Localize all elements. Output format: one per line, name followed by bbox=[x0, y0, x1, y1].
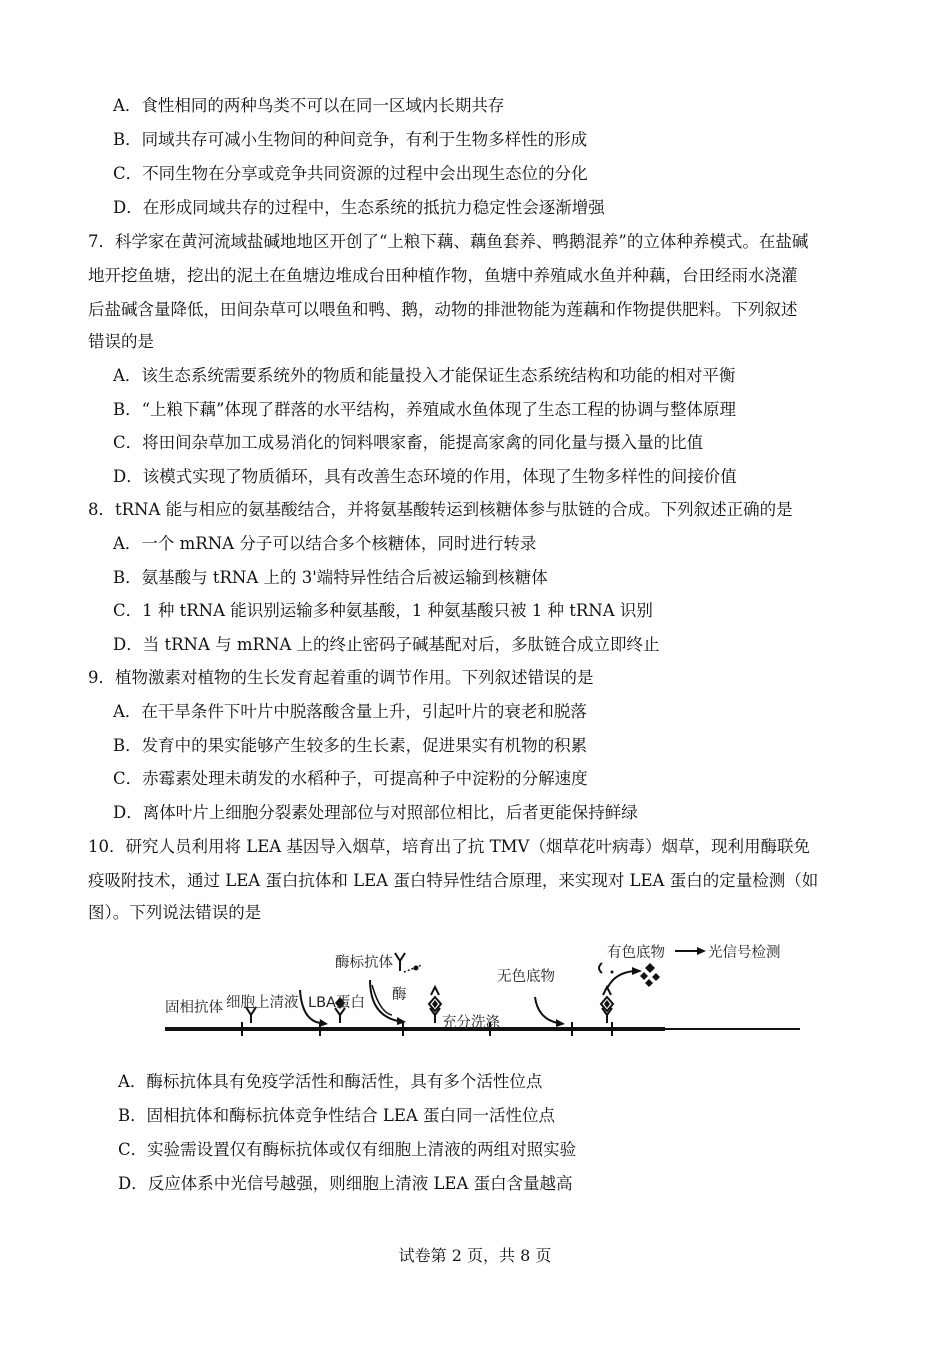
q7-stem-line-3: 后盐碱含量降低，田间杂草可以喂鱼和鸭、鹅，动物的排泄物能为莲藕和作物提供肥料。下列叙述 bbox=[88, 300, 798, 319]
enzyme-dot-icon bbox=[414, 966, 419, 971]
label-cell-supernatant: 细胞上清液 bbox=[226, 995, 299, 1011]
q8-option-a: A．一个 mRNA 分子可以结合多个核糖体，同时进行转录 bbox=[113, 534, 537, 553]
q6-option-b: B．同域共存可减小生物间的种间竞争，有利于生物多样性的形成 bbox=[113, 130, 588, 149]
q7-option-a: A．该生态系统需要系统外的物质和能量投入才能保证生态系统结构和功能的相对平衡 bbox=[113, 366, 736, 385]
page-footer: 试卷第 2 页，共 8 页 bbox=[398, 1246, 552, 1265]
label-colored-substrate: 有色底物 bbox=[607, 945, 665, 961]
sandwich-complex-icon bbox=[429, 987, 441, 1023]
label-solid-antibody: 固相抗体 bbox=[165, 1000, 223, 1016]
label-enzyme: 酶 bbox=[392, 987, 407, 1003]
label-colorless-substrate: 无色底物 bbox=[497, 969, 555, 985]
q6-option-a: A．食性相同的两种鸟类不可以在同一区域内长期共存 bbox=[113, 96, 505, 115]
q10-option-b: B．固相抗体和酶标抗体竞争性结合 LEA 蛋白同一活性位点 bbox=[118, 1106, 556, 1125]
q9-stem: 9．植物激素对植物的生长发育起着重的调节作用。下列叙述错误的是 bbox=[88, 668, 594, 687]
q7-stem-line-2: 地开挖鱼塘，挖出的泥土在鱼塘边堆成台田种植作物，鱼塘中养殖咸水鱼并种藕，台田经雨水浇灌 bbox=[88, 266, 798, 285]
label-light-detection: 光信号检测 bbox=[708, 945, 781, 961]
q10-stem-line-2: 疫吸附技术，通过 LEA 蛋白抗体和 LEA 蛋白特异性结合原理，来实现对 LEA 蛋白的定量检测（如 bbox=[88, 871, 819, 890]
colored-product-icon bbox=[640, 963, 660, 987]
q10-stem-line-1: 10．研究人员利用将 LEA 基因导入烟草，培育出了抗 TMV（烟草花叶病毒）烟草，现利用酶联免 bbox=[88, 837, 810, 856]
q7-option-c: C．将田间杂草加工成易消化的饲料喂家畜，能提高家禽的同化量与摄入量的比值 bbox=[113, 433, 704, 452]
q9-option-d: D．离体叶片上细胞分裂素处理部位与对照部位相比，后者更能保持鲜绿 bbox=[113, 803, 638, 822]
q6-option-c: C．不同生物在分享或竞争共同资源的过程中会出现生态位的分化 bbox=[113, 164, 588, 183]
elisa-diagram bbox=[160, 935, 810, 1060]
enzyme-antibody-icon bbox=[395, 953, 405, 971]
label-wash: 充分洗涤 bbox=[442, 1015, 500, 1031]
q9-option-b: B．发育中的果实能够产生较多的生长素，促进果实有机物的积累 bbox=[113, 736, 588, 755]
q6-option-d: D．在形成同域共存的过程中，生态系统的抵抗力稳定性会逐渐增强 bbox=[113, 198, 605, 217]
q7-stem-line-1: 7．科学家在黄河流域盐碱地地区开创了“上粮下藕、藕鱼套养、鸭鹅混养”的立体种养模式。在盐碱 bbox=[88, 232, 809, 251]
label-enzyme-antibody: 酶标抗体 bbox=[335, 955, 393, 971]
q8-option-b: B．氨基酸与 tRNA 上的 3'端特异性结合后被运输到核糖体 bbox=[113, 568, 548, 587]
q8-option-c: C．1 种 tRNA 能识别运输多种氨基酸，1 种氨基酸只被 1 种 tRNA 识别 bbox=[113, 601, 653, 620]
q10-option-a: A．酶标抗体具有免疫学活性和酶活性，具有多个活性位点 bbox=[118, 1072, 543, 1091]
q10-option-c: C．实验需设置仅有酶标抗体或仅有细胞上清液的两组对照实验 bbox=[118, 1140, 577, 1159]
q10-option-d: D．反应体系中光信号越强，则细胞上清液 LEA 蛋白含量越高 bbox=[118, 1174, 573, 1193]
q7-option-b: B．“上粮下藕”体现了群落的水平结构，养殖咸水鱼体现了生态工程的协调与整体原理 bbox=[113, 400, 736, 419]
complex-after-wash-icon bbox=[601, 987, 613, 1023]
q8-option-d: D．当 tRNA 与 mRNA 上的终止密码子碱基配对后，多肽链合成立即终止 bbox=[113, 635, 660, 654]
q9-option-a: A．在干旱条件下叶片中脱落酸含量上升，引起叶片的衰老和脱落 bbox=[113, 702, 587, 721]
label-lba-protein: LBA蛋白 bbox=[308, 995, 365, 1011]
q7-option-d: D．该模式实现了物质循环，具有改善生态环境的作用，体现了生物多样性的间接价值 bbox=[113, 467, 737, 486]
q7-stem-line-4: 错误的是 bbox=[88, 332, 154, 351]
q10-stem-line-3: 图）。下列说法错误的是 bbox=[88, 903, 262, 922]
q9-option-c: C．赤霉素处理未萌发的水稻种子，可提高种子中淀粉的分解速度 bbox=[113, 769, 588, 788]
colorless-substrate-icon bbox=[599, 963, 602, 973]
q8-stem: 8．tRNA 能与相应的氨基酸结合，并将氨基酸转运到核糖体参与肽链的合成。下列叙述正确的是 bbox=[88, 500, 793, 519]
